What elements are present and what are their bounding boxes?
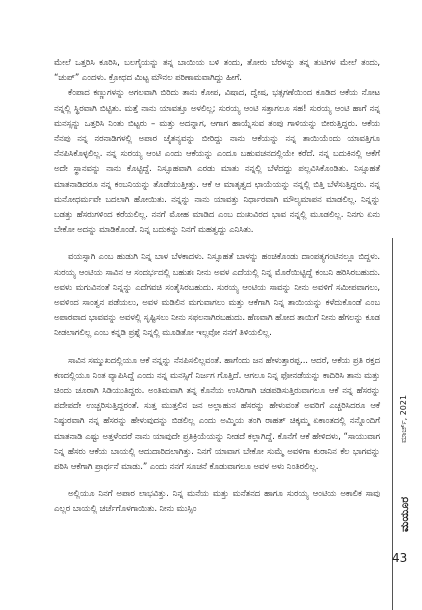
article-body — [54, 56, 380, 518]
paragraph-4: ಸಾವಿನ ಸಮ್ಮುಖದಲ್ಲಿಯೂ ಆಕೆ ನನ್ನನ್ನು ನೆನಪಿಸಲಿಲ್ಲವಂತೆ. ಹಾಗೆಂದು ಜನ ಹೇಳುತ್ತಾರಪ್ಪ... ಆದರೆ, ಆಕೆಯ ಪ್ರತಿ ರಕ್ತದ ಕಣದಲ್ಲಿಯೂ ನಿಂತ ವ್ಯಾಪಿಸಿದ್ದೆ ಎಂದು ನನ್ನ ಮನಸ್ಸಿಗೆ ನಿರ್ಜಗ ಗೊತ್ತಿದೆ. ಆಗಲೂ ನಿನ್ನ ಫೋನಡೆಯನ್ನು ಕಾದಿರಿಸಿ ತಾನು ಮತ್ತು ಚಿಂದು ಚೂರಾಗಿ ಸಿಡಿಯುತಿದ್ದರು. ಅಂತಿಮವಾಗಿ ತನ್ನ ಕೊನೆಯ ಉಸಿರಿಗಾಗಿ ಚಡಪಡಿಸುತ್ತಿರುವಾಗಲೂ ಆಕೆ ನನ್ನ ಹೆಸರನ್ನು ಪದೇಪದೇ ಉಚ್ಚರಿಸುತ್ತಿದ್ದರಂತೆ. ಸುತ್ತ ಮುತ್ತಲಿನ ಜನ ಅಲ್ಲಾಹುನ ಹೆಸರನ್ನು ಹೇಳುವಂತೆ ಅವರಿಗೆ ಎಚ್ಚರಿಸಿದರೂ ಆಕೆ ನಿಷ್ಠುರವಾಗಿ ನನ್ನ ಹೆಸರನ್ನು ಹೇಳುವುದನ್ನು ಬಿಡಲಿಲ್ಲ ಎಂದು ಅಮ್ಮಿಯ ತಂಗಿ ರಾಹತ್ ಚಿಕ್ಕಮ್ಮ ಏಕಾಂತದಲ್ಲಿ ನನ್ನೊಂದಿಗೆ ಮಾತನಾಡಿ ಎಷ್ಟು ಅತ್ತಳೆಂದರೆ ನಾನು ಯಾವುದೇ ಪ್ರತಿಕ್ರಿಯೆಯನ್ನು ನೀಡದೆ ಕಲ್ಲಾಗಿದ್ದೆ. ಕೊನೆಗೆ ಆಕೆ ಹೇಳಿದಳು, “ಸಾಯುವಾಗ ನಿನ್ನ ಹೆಸರು ಆಕೆಯ ಬಾಯಲ್ಲಿ ಆದುದಾರಿದಲಾಗಿತ್ತು. ನಿನಗೆ ಯಾವಾಗ ಬೇಕೋ ಸುಮ್ಮೆ ಅವಳಿಗಾ ಕುರಾನಿನ ಕೆಲ ಭಾಗವನ್ನು ಪಠಿಸಿ ಆಕೆಗಾಗಿ ಪ್ರಾರ್ಥನೆ ಮಾಡು.” ಎಂದು ನನಗೆ ಸೂಚನೆ ಕೊಡುವಾಗಲೂ ಅವಳ ಅಳು ನಿಂತಿರಲಿಲ್ಲ. — [54, 355, 380, 473]
page-number: 43 — [392, 551, 408, 565]
paragraph-2: ಕೆಂಪಾದ ಕಣ್ಣುಗಳನ್ನು ಅಗಲವಾಗಿ ಬಿರಿದು ತಾನು ಕೋಪ, ವಿಷಾದ, ದ್ವೇಷ, ಭತ್ಸಗಣೆಯಿಂದ ಕೂಡಿದ ಆಕೆಯ ನೋಟ ನನ್ನಲ್ಲಿ ಸ್ಥಿರವಾಗಿ ಬಿಟ್ಟಿತು. ಮತ್ತೆ ನಾನು ಯಾವತ್ತೂ ಅಳಲಿಲ್ಲ; ಸುರಯ್ಯ ಆಂಟಿ ಸತ್ತಾಗಲೂ ಸಹ! ಸುರಯ್ಯ ಆಂಟಿ ಹಾಗೆ ನನ್ನ ಮನಸ್ಸನ್ನು ಒತ್ತರಿಸಿ ನಿಂತು ಬಿಟ್ಟರು – ಮತ್ತು ಅದನ್ನಾಗ, ಆಗಾಗ ಹಾಯ್ನೆಸುವ ತಂಪು ಗಾಳಿಯನ್ನು ಬೀರುತ್ತಿದ್ದರು. ಆಕೆಯ ನೆನಪು ನನ್ನ ನರನಾಡಿಗಳಲ್ಲಿ ಅಪಾರ ಚೈತನ್ಯವನ್ನು ಬೀರಿದ್ದು ನಾನು ಆಕೆಯನ್ನು ನನ್ನ ತಾಯಿಯೆಂದು ಯಾವತ್ತಿಗೂ ನೆನಪಿಸಿಕೊಳ್ಳಲಿಲ್ಲ. ನನ್ನ ಸುರಯ್ಯ ಆಂಟಿ ಎಂದು ಆಕೆಯನ್ನು ಎಂದೂ ಬಹುವಚನದಲ್ಲಿಯೇ ಕರೆದೆ. ನನ್ನ ಬದುಕಿನಲ್ಲಿ ಆಕೆಗೆ ಅದೇ ಸ್ಥಾನವನ್ನು ನಾನು ಕೊಟ್ಟಿದ್ದೆ. ನಿಸ್ಸೂಹವಾಗಿ ಎರಡು ಮಾತು ನನ್ನಲ್ಲಿ ಬೆಳೆದದ್ದು ಪಲ್ಲವಿಸಿಕೊಂಡಿತು. ನಿಸ್ಸೂಹತೆ ಮಾತನಾಡಿದರೂ ನನ್ನ ಕಂಬನಿಯನ್ನು ತೊಡೆಯುತ್ತೀತ್ತು. ಆಕೆ ಆ ಮಾತೃತ್ವದ ಛಾಯೆಯನ್ನು ನನ್ನಲ್ಲಿ ಬಿತ್ತಿ ಬೆಳೆಸುತ್ತಿದ್ದರು. ನನ್ನ ಮನೋಧರ್ಮವೇ ಬದಲಾಗಿ ಹೋಯಿತು. ನನ್ನನ್ನು ನಾನು ಯಾವತ್ತು ನಿರ್ಧಾರವಾಗಿ ಮೌಲ್ಯಮಾಪನ ಮಾಡಲಿಲ್ಲ. ನಿನ್ನನ್ನು ಬಡತ್ತು ಹೆಸರುಗಳಿಂದ ಕರೆಯಲಿಲ್ಲ. ನನಗೆ ಮೋಹ ಮಾಡಿದ ಎಂಬ ದುಃಖವಿರದ ಭಾವ ನನ್ನಲ್ಲಿ ಮೂಡಲಿಲ್ಲ. ನಿನಗು ಏನು ಬೇಕೋ ಅದನ್ನು ಮಾಡಿಕೊಂಡೆ. ನಿನ್ನ ಬದುಕನ್ನು ನಿನಗೆ ಮಹತ್ವದ್ದು ಎನಿಸಿತು. — [54, 88, 380, 236]
paragraph-3: ವಯಸ್ಸಾಗಿ ಎಂಬ ಹುಡುಗಿ ನಿನ್ನ ಬಾಳ ಬೆಳಕಾದಳು. ನಿಸ್ಸೂಹತೆ ಬಾಳನ್ನು ಹಂಚಿಕೊಂಡು ದಾಂಪತ್ಯಗಂಟಿನಲ್ಲೂ ಬಿದ್ದಳು. ಸುರಯ್ಯ ಆಂಟಿಯ ಸಾವಿನ ಆ ಸಂದರ್ಭದಲ್ಲಿ ಬಹುಶಃ ನೀನು ಅವಳ ಎದೆಯಲ್ಲಿ ನಿನ್ನ ಮೊರೆಯಿಟ್ಟಿದ್ದೆ ಕಂಬನಿ ಹರಿಸಿರಬಹುದು. ಅವಳು ಮಗುವಿನಂತೆ ನಿನ್ನನ್ನು ಎದೆಗವಚಿ ಸಂತೈಸಿರಬಹುದು. ಸುರಯ್ಯ ಆಂಟಿಯ ಸಾವನ್ನು ನೀನು ಅವಳಿಗೆ ಸಮೀಪವಾಗಲು, ಅವಳಿಂದ ಸಾಂತ್ವನ ಪಡೆಯಲು, ಅವಳ ಮಡಿಲಿನ ಮಗುವಾಗಲು ಮತ್ತು ಆಕೆಗಾಗಿ ನಿನ್ನ ತಾಯಿಯನ್ನು ಕಳೆದುಕೊಂಡೆ ಎಂಬ ಅಪಾರವಾದ ಭಾವವನ್ನು ಅವಳಲ್ಲಿ ಸೃಷ್ಟಿಸಲು ನೀನು ಸಫಲನಾಗಿರಬಹುದು. ಹೆಣವಾಗಿ ಹೋದ ತಾಯಿಗೆ ನೀನು ಹೆಗಲನ್ನು ಕೂಡ ನೀಡಲಾಗಲಿಲ್ಲ ಎಂಬ ಕನ್ನಡಿ ಪ್ರಶ್ನೆ ನಿನ್ನಲ್ಲಿ ಮೂಡಿತೋ ಇಲ್ಲವೋ ನನಗೆ ತಿಳಿಯಲಿಲ್ಲ. — [54, 252, 380, 339]
paragraph-5: ಅಲ್ಲಿಯೂ ನಿನಗೆ ಅಪಾರ ಲಾಭವಿತ್ತು. ನಿನ್ನ ಮನೆಯ ಮತ್ತು ಮನೆತನದ ಹಾಗೂ ಸುರಯ್ಯ ಆಂಟಿಯ ಅಕಾಲಿಕ ಸಾವು ಎಲ್ಲರ ಬಾಯಲ್ಲಿ ಚರ್ಚೆಗೊಳಗಾಯಿತು. ನೀನು ಮುಸ್ಸಿಂ — [54, 489, 380, 515]
paragraph-1: ಮೇಲೆ ಒತ್ತರಿಸಿ ಕೂರಿಸಿ, ಬಲಗೈಯನ್ನು ತನ್ನ ಬಾಯಿಯ ಬಳಿ ತಂದು, ತೋರು ಬೆರಳನ್ನು ತನ್ನ ತುಟಿಗಳ ಮೇಲೆ ತಂದು, “ಚುಪ್” ಎಂದಳು. ಕ್ರೋಧದ ಮಿಟ್ಟ ಮೌನಲ ಪರಿಣಾಮವಾಗಿದ್ದು ಹೀಗೆ. — [54, 58, 380, 84]
magazine-name: ಮಯೂರ — [398, 496, 411, 532]
issue-date: ಮಾರ್ಚ್, 2021 — [399, 394, 408, 443]
